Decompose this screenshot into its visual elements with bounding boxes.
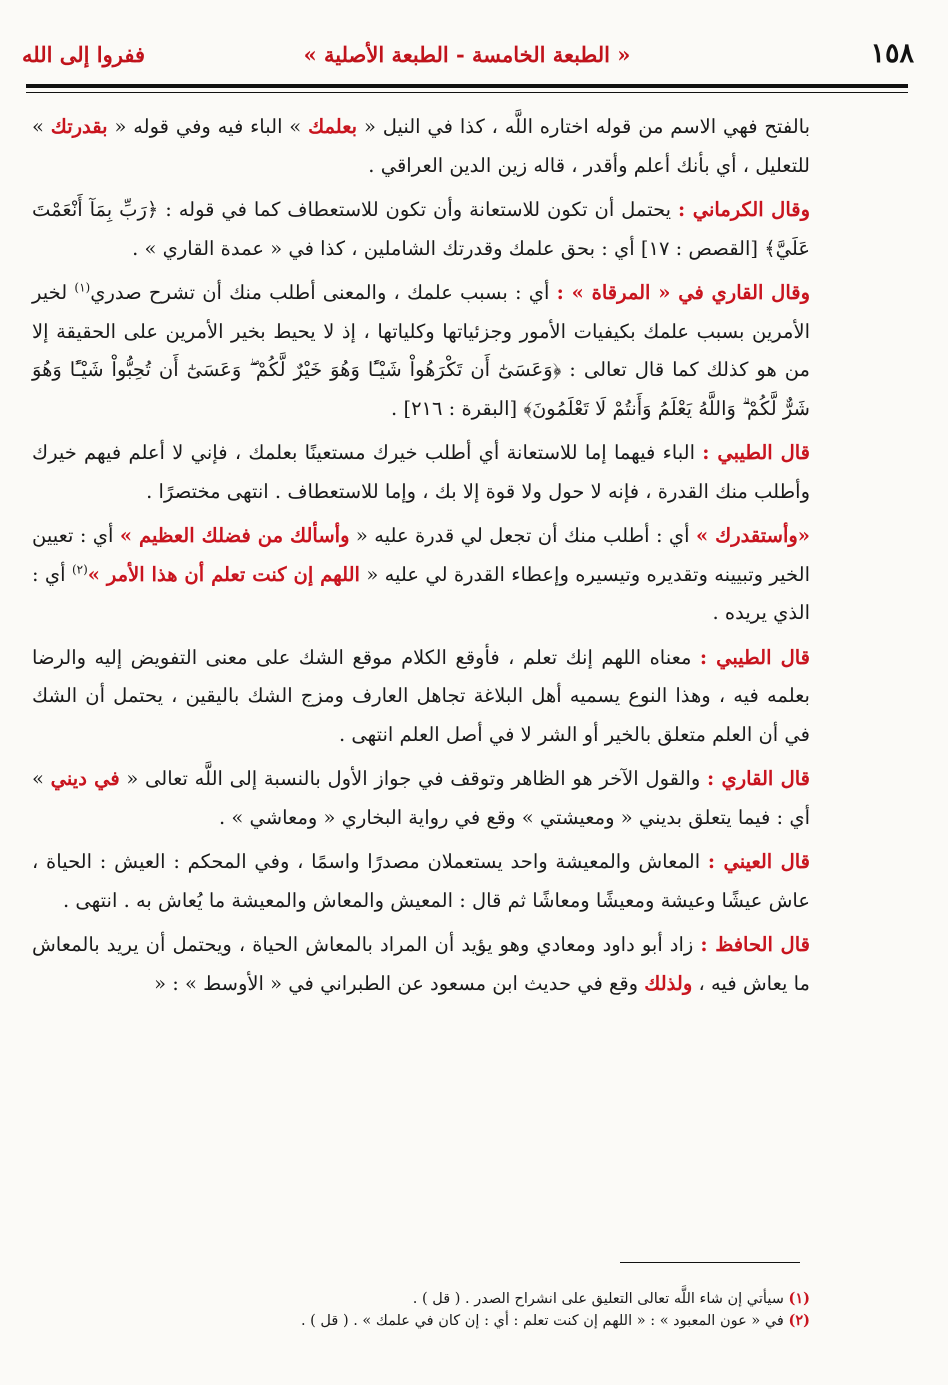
footnote-text: في « عون المعبود » : « اللهم إن كنت تعلم : أي : إن كان في علمك » . ( قل ) . xyxy=(300,1313,784,1329)
header-rule-thin xyxy=(26,92,908,93)
keyword-biqudratik: بقدرتك xyxy=(50,115,108,138)
paragraph-6: قال الطيبي : معناه اللهم إنك تعلم ، فأوقع الكلام موقع الشك على معنى التفويض إليه والرضا بعلمه فيه ، وهذا النوع يسميه أهل البلاغة تجاهل العارف ومزج الشك باليقين ، يحتمل أن الشك في أن العلم متعلق بالخير أو الشر لا في أصل العلم انتهى . xyxy=(32,645,810,746)
page-number: ١٥٨ xyxy=(870,38,914,69)
speaker-label: وقال القاري في « المرقاة » : xyxy=(556,281,811,304)
speaker-label: قال الطيبي : xyxy=(699,645,810,669)
paragraph-1: بالفتح فهي الاسم من قوله اختاره اللَّه ، كذا في النيل « بعلمك » الباء فيه وفي قوله « بقدرتك » للتعليل ، أي بأنك أعلم وأقدر ، قاله زين الدين العراقي . xyxy=(32,115,811,177)
header-rule-thick xyxy=(26,84,908,88)
speaker-label: قال القاري : xyxy=(706,767,810,790)
speaker-label: قال الحافظ : xyxy=(700,933,810,956)
footnote-divider xyxy=(620,1262,800,1263)
paragraph-2: وقال الكرماني : يحتمل أن تكون للاستعانة وأن تكون للاستعطاف كما في قوله : ﴿رَبِّ بِمَآ أَنْعَمْتَ عَلَيَّ﴾ [القصص : ١٧] أي : بحق علمك وقدرتك الشاملين ، كذا في « عمدة القاري » . xyxy=(32,198,811,260)
main-text xyxy=(32,108,810,1003)
hadith-quote: «وأستقدرك » xyxy=(696,524,810,547)
footnote-ref-2[interactable]: (٢) xyxy=(71,562,88,576)
footnote-number: (١) xyxy=(788,1290,810,1307)
speaker-label: قال الطيبي : xyxy=(702,441,811,464)
speaker-label: قال العيني : xyxy=(707,850,810,873)
hadith-quote: اللهم إن كنت تعلم أن هذا الأمر » xyxy=(87,562,360,586)
footnote-2 xyxy=(32,1310,810,1332)
footnote-number: (٢) xyxy=(788,1312,810,1329)
hadith-quote: في ديني xyxy=(50,767,120,790)
paragraph-8: قال العيني : المعاش والمعيشة واحد يستعملان مصدرًا واسمًا ، وفي المحكم : العيش : الحياة ، عاش عيشًا وعيشة ومعيشًا ومعاشًا ثم قال : المعيش والمعاش والمعيشة ما يُعاش به . انتهى . xyxy=(32,850,810,912)
paragraph-4: قال الطيبي : الباء فيهما إما للاستعانة أي أطلب خيرك مستعينًا بعلمك ، فإني لا أعلم فيهم خيرك وأطلب منك القدرة ، فإنه لا حول ولا قوة إلا بك ، وإما للاستعطاف . انتهى مختصرًا . xyxy=(32,441,811,503)
edition-label: « الطبعة الخامسة - الطبعة الأصلية » xyxy=(303,42,631,67)
paragraph-3: وقال القاري في « المرقاة » : أي : بسبب علمك ، والمعنى أطلب منك أن تشرح صدري$^{(١)}$ لخير الأمرين بسبب علمك بكيفيات الأمور وجزئياتها وكلياتها ، إذ لا يحيط بخير الأمرين على الحقيقة إلا من هو كذلك كما قال تعالى : ﴿وَعَسَىٰٓ أَن تَكْرَهُواْ شَيْـًٔا وَهُوَ خَيْرٌ لَّكُمْ ۖ وَعَسَىٰٓ أَن تُحِبُّواْ شَيْـًٔا وَهُوَ شَرٌّ لَّكُمْ ۗ وَاللَّهُ يَعْلَمُ وَأَنتُمْ لَا تَعْلَمُونَ﴾ [البقرة : ٢١٦] . xyxy=(32,280,811,420)
book-title: ففروا إلى الله xyxy=(22,42,146,67)
paragraph-9: قال الحافظ : زاد أبو داود ومعادي وهو يؤيد أن المراد بالمعاش الحياة ، ويحتمل أن يريد بالمعاش ما يعاش فيه ، ولذلك وقع في حديث ابن مسعود عن الطبراني في « الأوسط » : « xyxy=(32,933,810,995)
keyword-walidhalik: ولذلك xyxy=(644,971,693,995)
footnote-text: سيأتي إن شاء اللَّه تعالى التعليق على انشراح الصدر . ( قل ) . xyxy=(412,1291,784,1307)
keyword-bialmik: بعلمك xyxy=(308,115,358,138)
footnote-ref-1[interactable]: (١) xyxy=(74,280,91,295)
page-header xyxy=(20,30,914,76)
speaker-label: وقال الكرماني : xyxy=(678,198,811,221)
paragraph-7: قال القاري : والقول الآخر هو الظاهر وتوقف في جواز الأول بالنسبة إلى اللَّه تعالى « في ديني » أي : فيما يتعلق بديني « ومعيشتي » وقع في رواية البخاري « ومعاشي » . xyxy=(32,767,810,829)
footnote-1 xyxy=(32,1288,810,1310)
footnotes xyxy=(32,1288,810,1332)
paragraph-5: «وأستقدرك » أي : أطلب منك أن تجعل لي قدرة عليه « وأسألك من فضلك العظيم » أي : تعيين الخير وتبيينه وتقديره وتيسيره وإعطاء القدرة لي عليه « اللهم إن كنت تعلم أن هذا الأمر »$^{(٢)}$ أي : الذي يريده . xyxy=(32,524,810,624)
hadith-quote: وأسألك من فضلك العظيم » xyxy=(119,524,350,547)
